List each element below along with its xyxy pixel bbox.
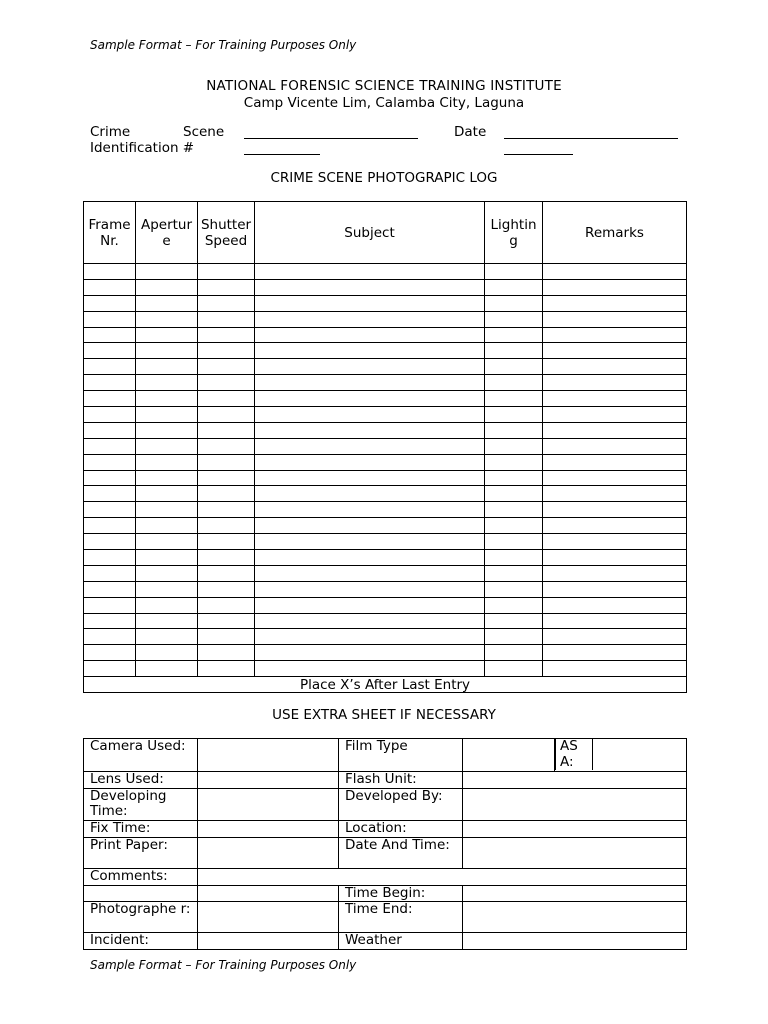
info-row-comments [84,868,687,885]
log-cell-aperture[interactable] [136,327,198,343]
log-cell-shutter-speed[interactable] [198,581,255,597]
log-cell-remarks[interactable] [543,613,687,629]
developed-by-value[interactable] [463,788,687,820]
log-cell-lighting[interactable] [485,407,543,423]
log-row [84,629,687,645]
log-cell-remarks[interactable] [543,581,687,597]
info-row-time-begin [84,885,687,902]
date-and-time-label: Date And Time: [339,837,463,868]
log-cell-frame-nr[interactable] [84,343,136,359]
log-cell-remarks[interactable] [543,295,687,311]
log-cell-shutter-speed[interactable] [198,486,255,502]
log-cell-remarks[interactable] [543,518,687,534]
time-begin-label: Time Begin: [339,885,463,902]
info-row-lens [84,772,687,789]
log-cell-frame-nr[interactable] [84,279,136,295]
log-cell-aperture[interactable] [136,470,198,486]
date-and-time-value[interactable] [463,837,687,868]
col-frame-nr: Frame Nr. [84,202,136,264]
log-cell-lighting[interactable] [485,438,543,454]
log-cell-shutter-speed[interactable] [198,264,255,280]
log-cell-remarks[interactable] [543,661,687,677]
log-cell-lighting[interactable] [485,375,543,391]
log-cell-shutter-speed[interactable] [198,661,255,677]
log-row [84,597,687,613]
time-end-value[interactable] [463,902,687,933]
log-cell-frame-nr[interactable] [84,613,136,629]
log-cell-shutter-speed[interactable] [198,613,255,629]
log-cell-lighting[interactable] [485,422,543,438]
comments-label: Comments: [84,868,198,885]
info-row-print [84,837,687,868]
log-cell-frame-nr[interactable] [84,438,136,454]
film-type-value[interactable] [463,739,555,772]
log-cell-shutter-speed[interactable] [198,359,255,375]
log-row [84,613,687,629]
log-cell-aperture[interactable] [136,438,198,454]
institute-address: Camp Vicente Lim, Calamba City, Laguna [243,95,525,111]
log-cell-lighting[interactable] [485,550,543,566]
log-row [84,375,687,391]
log-cell-frame-nr[interactable] [84,391,136,407]
col-shutter-speed: Shutter Speed [198,202,255,264]
log-row [84,502,687,518]
log-cell-lighting[interactable] [485,629,543,645]
log-cell-subject[interactable] [255,550,485,566]
log-cell-lighting[interactable] [485,661,543,677]
log-cell-shutter-speed[interactable] [198,550,255,566]
log-row [84,391,687,407]
log-cell-frame-nr[interactable] [84,502,136,518]
log-row [84,470,687,486]
log-cell-aperture[interactable] [136,279,198,295]
photographer-label: Photographe r: [84,902,198,933]
log-cell-remarks[interactable] [543,391,687,407]
log-cell-shutter-speed[interactable] [198,502,255,518]
last-entry-row [84,677,687,693]
log-cell-lighting[interactable] [485,645,543,661]
log-row [84,264,687,280]
log-cell-lighting[interactable] [485,454,543,470]
print-paper-label: Print Paper: [84,837,198,868]
date-label: Date [454,124,487,140]
log-cell-subject[interactable] [255,565,485,581]
print-paper-value[interactable] [198,837,339,868]
log-row [84,518,687,534]
log-cell-lighting[interactable] [485,264,543,280]
log-cell-frame-nr[interactable] [84,422,136,438]
log-cell-aperture[interactable] [136,502,198,518]
log-cell-remarks[interactable] [543,438,687,454]
log-cell-subject[interactable] [255,343,485,359]
log-cell-remarks[interactable] [543,375,687,391]
log-cell-frame-nr[interactable] [84,454,136,470]
log-cell-lighting[interactable] [485,597,543,613]
log-cell-subject[interactable] [255,645,485,661]
log-cell-remarks[interactable] [543,486,687,502]
log-cell-frame-nr[interactable] [84,486,136,502]
log-cell-remarks[interactable] [543,359,687,375]
date-line[interactable] [504,138,678,139]
log-cell-frame-nr[interactable] [84,518,136,534]
log-row [84,486,687,502]
log-cell-subject[interactable] [255,613,485,629]
comments-value[interactable] [198,868,687,885]
lens-used-value[interactable] [198,772,339,789]
log-cell-shutter-speed[interactable] [198,279,255,295]
log-row [84,645,687,661]
log-cell-aperture[interactable] [136,518,198,534]
identification-line[interactable] [244,154,320,155]
col-remarks: Remarks [543,202,687,264]
log-cell-frame-nr[interactable] [84,470,136,486]
camera-used-label: Camera Used: [84,739,198,772]
log-cell-frame-nr[interactable] [84,661,136,677]
time-end-label: Time End: [339,902,463,933]
log-cell-remarks[interactable] [543,422,687,438]
log-row [84,550,687,566]
time-begin-value[interactable] [463,885,687,902]
log-cell-subject[interactable] [255,295,485,311]
institute-name: NATIONAL FORENSIC SCIENCE TRAINING INSTITUTE [206,78,562,94]
col-aperture: Aperture [136,202,198,264]
developing-time-label: Developing Time: [84,788,198,820]
log-cell-subject[interactable] [255,407,485,423]
log-cell-aperture[interactable] [136,375,198,391]
col-lighting: Lighting [485,202,543,264]
log-cell-frame-nr[interactable] [84,264,136,280]
title-block [0,78,768,111]
log-cell-lighting[interactable] [485,534,543,550]
log-cell-shutter-speed[interactable] [198,565,255,581]
crime-label: Crime [90,124,131,140]
log-cell-subject[interactable] [255,311,485,327]
log-cell-subject[interactable] [255,375,485,391]
log-cell-subject[interactable] [255,518,485,534]
log-cell-subject[interactable] [255,264,485,280]
log-cell-remarks[interactable] [543,645,687,661]
header-note: Sample Format – For Training Purposes Only [90,38,357,52]
info-row-photographer [84,902,687,933]
log-cell-subject[interactable] [255,629,485,645]
log-cell-aperture[interactable] [136,454,198,470]
log-cell-frame-nr[interactable] [84,597,136,613]
log-cell-shutter-speed[interactable] [198,454,255,470]
log-cell-lighting[interactable] [485,486,543,502]
location-label: Location: [339,821,463,838]
log-cell-aperture[interactable] [136,391,198,407]
weather-label: Weather [339,933,463,950]
log-cell-aperture[interactable] [136,311,198,327]
crime-scene-line[interactable] [244,138,418,139]
log-cell-lighting[interactable] [485,343,543,359]
log-cell-shutter-speed[interactable] [198,438,255,454]
log-cell-aperture[interactable] [136,550,198,566]
photographic-log-table [83,201,687,693]
log-cell-shutter-speed[interactable] [198,534,255,550]
log-cell-subject[interactable] [255,359,485,375]
log-cell-lighting[interactable] [485,581,543,597]
log-cell-lighting[interactable] [485,295,543,311]
log-row [84,422,687,438]
log-cell-lighting[interactable] [485,327,543,343]
last-entry-note: Place X’s After Last Entry [84,677,687,693]
log-cell-remarks[interactable] [543,327,687,343]
log-cell-subject[interactable] [255,502,485,518]
log-cell-shutter-speed[interactable] [198,645,255,661]
log-row [84,327,687,343]
log-cell-aperture[interactable] [136,422,198,438]
log-cell-remarks[interactable] [543,629,687,645]
log-cell-shutter-speed[interactable] [198,375,255,391]
log-cell-remarks[interactable] [543,565,687,581]
info-row-developing [84,788,687,820]
log-cell-aperture[interactable] [136,645,198,661]
log-cell-aperture[interactable] [136,581,198,597]
log-row [84,534,687,550]
info-row-fix [84,821,687,838]
extra-sheet-note: USE EXTRA SHEET IF NECESSARY [272,707,496,723]
log-cell-shutter-speed[interactable] [198,597,255,613]
log-cell-frame-nr[interactable] [84,375,136,391]
developing-time-value[interactable] [198,788,339,820]
log-cell-aperture[interactable] [136,343,198,359]
equipment-info-table [83,738,687,950]
log-row [84,279,687,295]
scene-label: Scene [183,124,225,140]
footer-note: Sample Format – For Training Purposes Only [90,958,357,972]
log-cell-aperture[interactable] [136,407,198,423]
photographer-value[interactable] [198,902,339,933]
log-cell-aperture[interactable] [136,295,198,311]
log-cell-frame-nr[interactable] [84,327,136,343]
fix-time-label: Fix Time: [84,821,198,838]
log-cell-aperture[interactable] [136,597,198,613]
log-cell-remarks[interactable] [543,343,687,359]
log-cell-frame-nr[interactable] [84,581,136,597]
log-row [84,359,687,375]
log-cell-shutter-speed[interactable] [198,391,255,407]
log-title: CRIME SCENE PHOTOGRAPIC LOG [270,170,498,186]
log-cell-remarks[interactable] [543,470,687,486]
log-cell-shutter-speed[interactable] [198,407,255,423]
time-begin-spacer [84,885,198,902]
log-cell-subject[interactable] [255,581,485,597]
camera-used-value[interactable] [198,739,339,772]
asa-label: AS A: [555,739,593,770]
log-cell-subject[interactable] [255,597,485,613]
log-cell-subject[interactable] [255,327,485,343]
log-cell-shutter-speed[interactable] [198,518,255,534]
log-cell-shutter-speed[interactable] [198,422,255,438]
log-cell-subject[interactable] [255,391,485,407]
log-cell-remarks[interactable] [543,264,687,280]
log-cell-remarks[interactable] [543,311,687,327]
log-cell-shutter-speed[interactable] [198,343,255,359]
lens-used-label: Lens Used: [84,772,198,789]
log-row [84,438,687,454]
log-cell-frame-nr[interactable] [84,565,136,581]
log-row [84,454,687,470]
log-row [84,581,687,597]
log-cell-frame-nr[interactable] [84,295,136,311]
log-cell-lighting[interactable] [485,311,543,327]
flash-unit-value[interactable] [463,772,687,789]
log-cell-lighting[interactable] [485,470,543,486]
log-cell-frame-nr[interactable] [84,407,136,423]
log-cell-frame-nr[interactable] [84,550,136,566]
log-cell-lighting[interactable] [485,279,543,295]
log-cell-remarks[interactable] [543,534,687,550]
log-cell-remarks[interactable] [543,454,687,470]
time-begin-spacer-2 [198,885,339,902]
log-cell-lighting[interactable] [485,518,543,534]
log-row [84,343,687,359]
log-cell-subject[interactable] [255,534,485,550]
log-cell-aperture[interactable] [136,629,198,645]
location-value[interactable] [463,821,687,838]
log-cell-subject[interactable] [255,422,485,438]
log-cell-frame-nr[interactable] [84,311,136,327]
log-cell-shutter-speed[interactable] [198,311,255,327]
log-row [84,565,687,581]
log-cell-subject[interactable] [255,279,485,295]
log-header-row [84,202,687,264]
log-row [84,661,687,677]
log-cell-lighting[interactable] [485,391,543,407]
incident-label: Incident: [84,933,198,950]
asa-cell [555,739,687,772]
log-cell-aperture[interactable] [136,359,198,375]
log-cell-subject[interactable] [255,470,485,486]
incident-value[interactable] [198,933,339,950]
log-cell-remarks[interactable] [543,279,687,295]
log-cell-remarks[interactable] [543,597,687,613]
log-cell-frame-nr[interactable] [84,359,136,375]
log-cell-shutter-speed[interactable] [198,629,255,645]
log-cell-aperture[interactable] [136,534,198,550]
log-cell-subject[interactable] [255,486,485,502]
log-cell-subject[interactable] [255,661,485,677]
log-cell-lighting[interactable] [485,502,543,518]
log-cell-shutter-speed[interactable] [198,295,255,311]
developed-by-label: Developed By: [339,788,463,820]
log-cell-shutter-speed[interactable] [198,327,255,343]
log-cell-aperture[interactable] [136,613,198,629]
log-row [84,295,687,311]
log-cell-lighting[interactable] [485,359,543,375]
identification-label: Identification # [90,140,195,156]
log-cell-lighting[interactable] [485,613,543,629]
log-cell-lighting[interactable] [485,565,543,581]
log-cell-aperture[interactable] [136,661,198,677]
log-cell-remarks[interactable] [543,502,687,518]
info-row-incident [84,933,687,950]
flash-unit-label: Flash Unit: [339,772,463,789]
fix-time-value[interactable] [198,821,339,838]
film-type-label: Film Type [339,739,463,772]
log-cell-subject[interactable] [255,454,485,470]
log-cell-frame-nr[interactable] [84,534,136,550]
log-row [84,311,687,327]
log-cell-aperture[interactable] [136,264,198,280]
log-cell-frame-nr[interactable] [84,645,136,661]
col-subject: Subject [255,202,485,264]
log-cell-aperture[interactable] [136,486,198,502]
date-line-2[interactable] [504,154,573,155]
log-cell-aperture[interactable] [136,565,198,581]
weather-value[interactable] [463,933,687,950]
info-row-camera [84,739,687,772]
log-cell-remarks[interactable] [543,407,687,423]
log-cell-remarks[interactable] [543,550,687,566]
crime-scene-fields [90,124,690,160]
log-cell-shutter-speed[interactable] [198,470,255,486]
log-cell-frame-nr[interactable] [84,629,136,645]
log-row [84,407,687,423]
log-cell-subject[interactable] [255,438,485,454]
